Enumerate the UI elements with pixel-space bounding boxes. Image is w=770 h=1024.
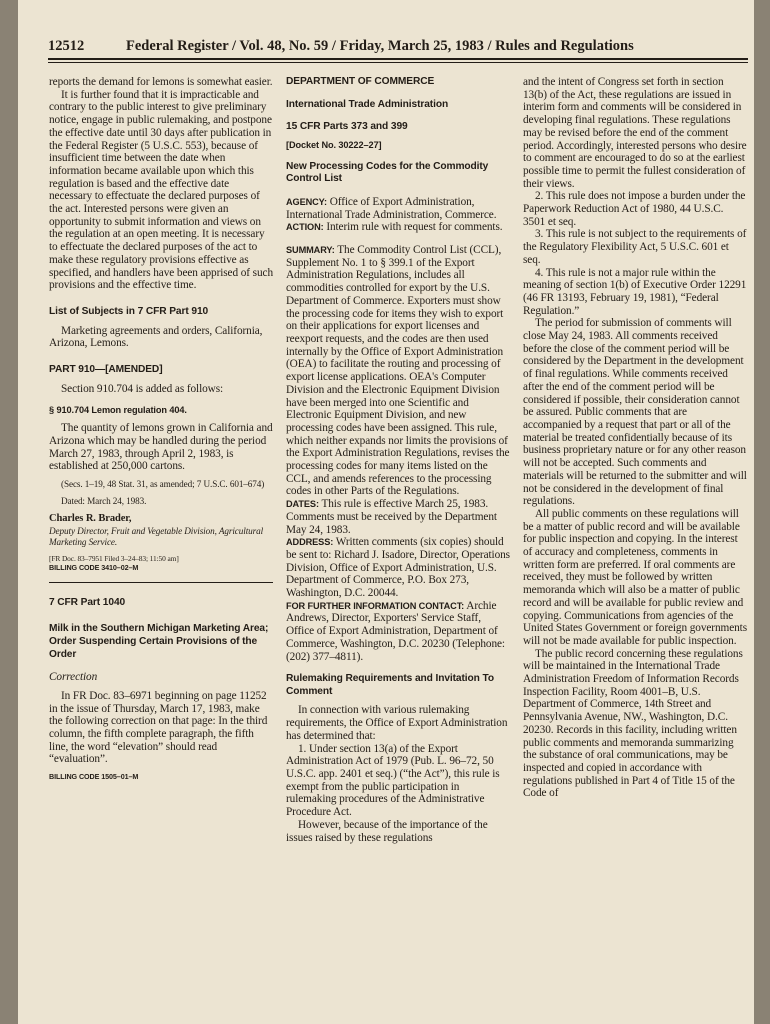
subjects-heading: List of Subjects in 7 CFR Part 910	[49, 305, 209, 317]
document-title: Milk in the Southern Michigan Marketing Area; Order Suspending Certain Provisions of the Order	[49, 623, 269, 660]
agency-entry	[286, 196, 510, 221]
signer-title: Deputy Director, Fruit and Vegetable Division, Agricultural Marketing Service.	[49, 525, 264, 547]
paragraph: 4. This rule is not a major rule within the meaning of section 1(b) of Executive Order 12291 (46 FR 13193, February 19, 1981), “Federal Regulation.”	[523, 266, 747, 317]
paragraph: 2. This rule does not impose a burden under the Paperwork Reduction Act of 1980, 44 U.S.C. 3501 et seq.	[523, 190, 746, 228]
correction-label: Correction	[49, 671, 98, 684]
amendment-text: Section 910.704 is added as follows:	[61, 382, 224, 395]
column-1	[49, 76, 273, 1016]
section-text: The quantity of lemons grown in California and Arizona which may be handled during the period March 27, 1983, through April 2, 1983, is established at 250,000 cartons.	[49, 422, 273, 473]
billing-code: BILLING CODE 3410–02–M	[49, 562, 139, 572]
agency-text: Office of Export Administration, International Trade Administration, Commerce.	[286, 195, 497, 221]
address-text: Written comments (six copies) should be sent to: Richard J. Isadore, Director, Operations Division, Office of Export Administration, U.S. Department of Commerce, P.O. Box 273, Washington, D.C. 20044.	[286, 536, 510, 600]
contact-text: Archie Andrews, Director, Exporters' Service Staff, Office of Export Administration, Department of Commerce, Washington, D.C. 20230 (Telephone: (202) 377–4811).	[286, 599, 505, 663]
dates-entry	[286, 498, 510, 536]
billing-code: BILLING CODE 1505–01–M	[49, 772, 139, 782]
authority-citation: (Secs. 1–19, 48 Stat. 31, as amended; 7 U.S.C. 601–674)	[61, 479, 265, 490]
fr-doc-line: [FR Doc. 83–7951 Filed 3–24–83; 11:50 am]	[49, 553, 179, 563]
running-header	[48, 38, 748, 58]
correction-text: In FR Doc. 83–6971 beginning on page 11252 in the issue of Thursday, March 17, 1983, make the following correction on that page: In the third column, the fifth complete paragraph, the fifth line, the word “elevation” should read “evaluation”.	[49, 689, 268, 766]
paragraph: All public comments on these regulations will be a matter of public record and will be available for public inspection and copying. In the interest of accuracy and completeness, comments in written form are preferred. If oral comments are received, they must be followed by written memoranda which will also be a matter of public record and will be available for public review and copying. Communications from agencies of the United States Government or foreign governments will not be made available for public inspection.	[523, 507, 747, 647]
part-heading: PART 910—[AMENDED]	[49, 363, 163, 375]
dated-line: Dated: March 24, 1983.	[61, 496, 147, 507]
paragraph: The public record concerning these regulations will be maintained in the International Trade Administration Freedom of Information Records Inspection Facility, Room 4001–B, U.S. Department of Commerce, 14th Street and Pennsylvania Avenue, NW., Washington, D.C. 20230. Records in this facility, including written public comments and memoranda summarizing the substance of oral communications, may be inspected and copied in accordance with regulations published in Part 4 of Title 15 of the Code of	[523, 647, 743, 800]
column-2	[286, 76, 510, 1016]
paragraph: It is further found that it is impracticable and contrary to the public interest to give preliminary notice, engage in public rulemaking, and postpone the effective date until 30 days after publication in the Federal Register (5 U.S.C. 553), because of insufficient time between the date when information became available upon which this regulation is based and the effective date necessary to effectuate the declared purposes of the act. Interested persons were given an opportunity to submit information and views on the regulation at an open meeting. It is necessary to effectuate the declared purposes of the act to make these regulatory provisions effective as specified, and handlers have been apprised of such provisions and the effective time.	[49, 88, 273, 292]
section-heading: § 910.704 Lemon regulation 404.	[49, 405, 187, 416]
action-entry	[286, 221, 510, 234]
dates-text: This rule is effective March 25, 1983. Comments must be received by the Department May 24, 1983.	[286, 498, 497, 536]
page-number: 12512	[48, 38, 85, 54]
paragraph: In connection with various rulemaking requirements, the Office of Export Administration has determined that:	[286, 704, 508, 742]
summary-label: SUMMARY:	[286, 245, 335, 256]
summary-text: The Commodity Control List (CCL), Supplement No. 1 to § 399.1 of the Export Administration Regulations, includes all commodities controlled for export by the U.S. Department of Commerce. Exporters must show the processing code for items they wish to export on their applications for export licenses and reexport requests, and the codes are then used internally by the Office of Export Administration (OEA) to facilitate the routing and processing of export license applications. OEA's Computer Division and the Electronic Equipment Division have been merged into one Scientific and Electronic Equipment Division, and new processing codes have been assigned. This rule, which neither expands nor limits the provisions of the Export Administration Regulations, revises the processing codes for many items listed on the CCL, and amends references to the processing codes in other Parts of the Regulations.	[286, 244, 510, 498]
contact-label: FOR FURTHER INFORMATION CONTACT:	[286, 600, 465, 611]
part-1040-heading: 7 CFR Part 1040	[49, 596, 126, 608]
paragraph: reports the demand for lemons is somewhat easier.	[49, 76, 273, 88]
action-label: ACTION:	[286, 222, 324, 233]
contact-entry	[286, 600, 510, 664]
column-3	[523, 76, 747, 1016]
address-label: ADDRESS:	[286, 537, 334, 548]
header-rule-thin	[48, 62, 748, 63]
address-entry	[286, 536, 510, 600]
cfr-parts-heading: 15 CFR Parts 373 and 399	[286, 121, 408, 133]
document-page	[18, 0, 754, 1024]
divider	[49, 582, 273, 583]
paragraph: 3. This rule is not subject to the requirements of the Regulatory Flexibility Act, 5 U.S.C. 601 et seq.	[523, 228, 747, 266]
summary-entry	[286, 244, 510, 498]
agency-label: AGENCY:	[286, 196, 327, 207]
paragraph: The period for submission of comments will close May 24, 1983. All comments received before the close of the comment period will be considered by the Department in the development of final regulations. While comments received after the end of the comment period will be considered if possible, their consideration cannot be assured. Public comments that are accompanied by a request that part or all of the material be treated confidentially because of its business proprietary nature or for any other reason will not be accepted. Such comments and materials will be returned to the submitter and will not be considered in the development of final regulations.	[523, 317, 747, 508]
signer-name: Charles R. Brader,	[49, 513, 132, 525]
docket-number: [Docket No. 30222–27]	[286, 139, 382, 150]
running-head: Federal Register / Vol. 48, No. 59 / Friday, March 25, 1983 / Rules and Regulations	[126, 38, 634, 54]
paragraph: 1. Under section 13(a) of the Export Administration Act of 1979 (Pub. L. 96–72, 50 U.S.C. app. 2401 et seq.) (“the Act”), this rule is exempt from the public participation in rulemaking procedures of the Administrative Procedure Act.	[286, 742, 500, 819]
rulemaking-heading: Rulemaking Requirements and Invitation To Comment	[286, 673, 494, 697]
subjects-text: Marketing agreements and orders, California, Arizona, Lemons.	[49, 324, 263, 350]
header-rule	[48, 58, 748, 60]
rule-title: New Processing Codes for the Commodity Control List	[286, 160, 489, 185]
department-heading: DEPARTMENT OF COMMERCE	[286, 76, 435, 87]
agency-heading: International Trade Administration	[286, 98, 449, 110]
action-text: Interim rule with request for comments.	[326, 221, 503, 234]
paragraph: However, because of the importance of the issues raised by these regulations	[286, 818, 488, 844]
dates-label: DATES:	[286, 499, 319, 510]
paragraph: and the intent of Congress set forth in section 13(b) of the Act, these regulations are issued in interim form and comments will be considered in developing final regulations. These regulations may be revised before the end of the comment period. Accordingly, interested persons who desire to comment are encouraged to do so at the earliest possible time to permit the fullest consideration of their views.	[523, 76, 747, 190]
